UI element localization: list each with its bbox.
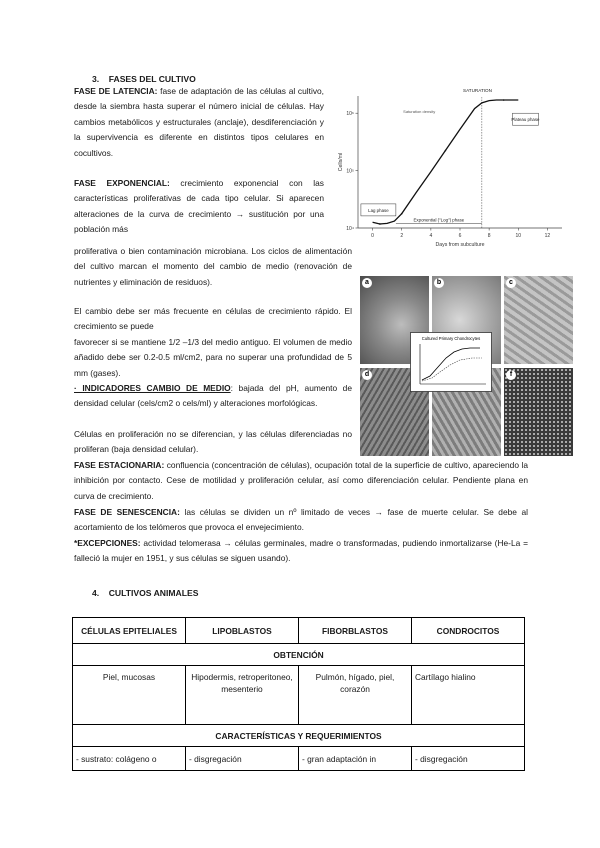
favorecer-paragraph [74, 335, 352, 381]
x-tick-label: 12 [544, 233, 551, 239]
panel-label-f: f [506, 370, 516, 380]
microscopy-figure [360, 276, 574, 456]
y-tick-label: 10⁶ [346, 111, 354, 118]
latencia-paragraph [74, 84, 324, 161]
plateau-label: Plateau phase [511, 117, 540, 123]
latencia-label: FASE DE LATENCIA: [74, 86, 158, 96]
panel-label-d: d [362, 370, 372, 380]
table-row [73, 666, 525, 725]
section-3-title: 3. FASES DEL CULTIVO [92, 74, 196, 84]
table-header-cell: CÉLULAS EPITELIALES [73, 618, 186, 644]
cambio-paragraph [74, 304, 352, 335]
panel-label-b: b [434, 278, 444, 288]
panel-label-c: c [506, 278, 516, 288]
caracteristicas-label: CARACTERÍSTICAS Y REQUERIMIENTOS [73, 725, 525, 747]
table-cell: - disgregación [412, 747, 525, 771]
x-axis-label: Days from subculture [435, 242, 485, 248]
exponencial-paragraph-2 [74, 244, 352, 290]
chart-annotations [361, 88, 540, 228]
table-section-row [73, 725, 525, 747]
growth-curve-point [379, 223, 381, 225]
table-header-cell: LIPOBLASTOS [186, 618, 299, 644]
senescencia-label: FASE DE SENESCENCIA: [74, 507, 180, 517]
estacionaria-text: confluencia (concentración de células), ocupación total de la superficie de cultivo, apareciendo la inhibición por contacto. Cese de motilidad y proliferación celular, así como diferenciación celular. Pendiente plana en curva de crecimiento. [74, 460, 528, 501]
growth-curve-point [401, 213, 403, 215]
estacionaria-label: FASE ESTACIONARIA: [74, 460, 165, 470]
table-row [73, 747, 525, 771]
cultivos-table [72, 617, 525, 771]
x-tick-label: 0 [371, 233, 374, 239]
table-header-cell: CONDROCITOS [412, 618, 525, 644]
excepciones-label: *EXCEPCIONES: [74, 538, 141, 548]
growth-curve-point [445, 150, 447, 152]
x-tick-label: 4 [429, 233, 433, 239]
celulas-text: Células en proliferación no se diferencian, y las células diferenciadas no proliferan (baja densidad celular). [74, 429, 352, 455]
indicadores-paragraph [74, 381, 352, 412]
micro-panel-c [504, 276, 573, 364]
indicadores-text: : bajada del pH, aumento de densidad celular (cels/cm2 o cels/ml) y alteraciones morfológicas. [74, 383, 352, 409]
celulas-paragraph [74, 427, 352, 458]
growth-curve-chart [330, 78, 570, 256]
log-phase-label: Exponential ("Log") phase [413, 217, 465, 223]
table-section-row [73, 644, 525, 666]
senescencia-paragraph [74, 505, 528, 536]
excepciones-paragraph [74, 536, 528, 567]
section-4-title: 4. CULTIVOS ANIMALES [92, 588, 199, 598]
inset-chart [410, 332, 492, 392]
growth-curve-point [503, 99, 505, 101]
y-tick-label: 10⁴ [346, 226, 354, 232]
indicadores-label: · INDICADORES CAMBIO DE MEDIO [74, 383, 231, 393]
lag-phase-label: Lag phase [368, 207, 389, 213]
table-cell: - disgregación [186, 747, 299, 771]
exponencial-paragraph [74, 176, 324, 238]
inset-title: Cultured Primary Chondrocytes [421, 336, 481, 341]
micro-panel-f [504, 368, 573, 456]
x-tick-label: 8 [487, 233, 491, 239]
x-tick-label: 6 [458, 233, 462, 239]
x-tick-label: 2 [400, 233, 404, 239]
table-cell: - sustrato: colágeno o [73, 747, 186, 771]
table-cell: Cartílago hialino [412, 666, 525, 725]
table-header-row [73, 618, 525, 644]
panel-label-a: a [362, 278, 372, 288]
cambio-text: El cambio debe ser más frecuente en células de crecimiento rápido. El crecimiento se puede [74, 306, 352, 332]
table-cell: Hipodermis, retroperitoneo, mesenterio [186, 666, 299, 725]
obtencion-label: OBTENCIÓN [73, 644, 525, 666]
senescencia-text: las células se dividen un nº limitado de veces → fase de muerte celular. Se debe al acortamiento de los telómeros que provoca el envejecimiento. [74, 507, 528, 533]
favorecer-text: favorecer si se mantiene 1/2 –1/3 del medio antiguo. El volumen de medio añadido debe ser 0.2-0.5 ml/cm2, para no superar una profundidad de 5 mm (gases). [74, 337, 352, 378]
latencia-text: fase de adaptación de las células al cultivo, desde la siembra hasta superar el número inicial de células. Hay cambios metabólicos y estructurales (anclaje), desdiferenciación y la supervivencia es diferente en distintos tipos celulares en cocultivos. [74, 86, 324, 158]
x-tick-label: 10 [515, 233, 522, 239]
exponencial-text: crecimiento exponencial con las características proliferativas de cada tipo celular. Si aparecen alteraciones de la curva de crecimiento → sustitución por una población más [74, 178, 324, 235]
y-axis-label: Cells/ml [338, 152, 344, 172]
table-cell: Piel, mucosas [73, 666, 186, 725]
table-cell: Pulmón, hígado, piel, corazón [299, 666, 412, 725]
excepciones-text: actividad telomerasa → células germinales, madre o transformadas, pudiendo inmortalizarse (He-La = falleció la mujer en 1951, y sus células se siguen usando). [74, 538, 528, 564]
table-header-cell: FIBORBLASTOS [299, 618, 412, 644]
chart-ticks [338, 111, 550, 248]
saturation-label: SATURATION [463, 88, 492, 93]
exponencial-text-2: proliferativa o bien contaminación microbiana. Los ciclos de alimentación del cultivo marcan el momento del cambio de medio (renovación de nutrientes y eliminación de residuos). [74, 246, 352, 287]
table-cell: - gran adaptación in [299, 747, 412, 771]
saturation-density-label: Saturation density [403, 109, 436, 115]
estacionaria-paragraph [74, 458, 528, 504]
y-tick-label: 10⁵ [346, 168, 354, 175]
exponencial-label: FASE EXPONENCIAL: [74, 178, 170, 188]
